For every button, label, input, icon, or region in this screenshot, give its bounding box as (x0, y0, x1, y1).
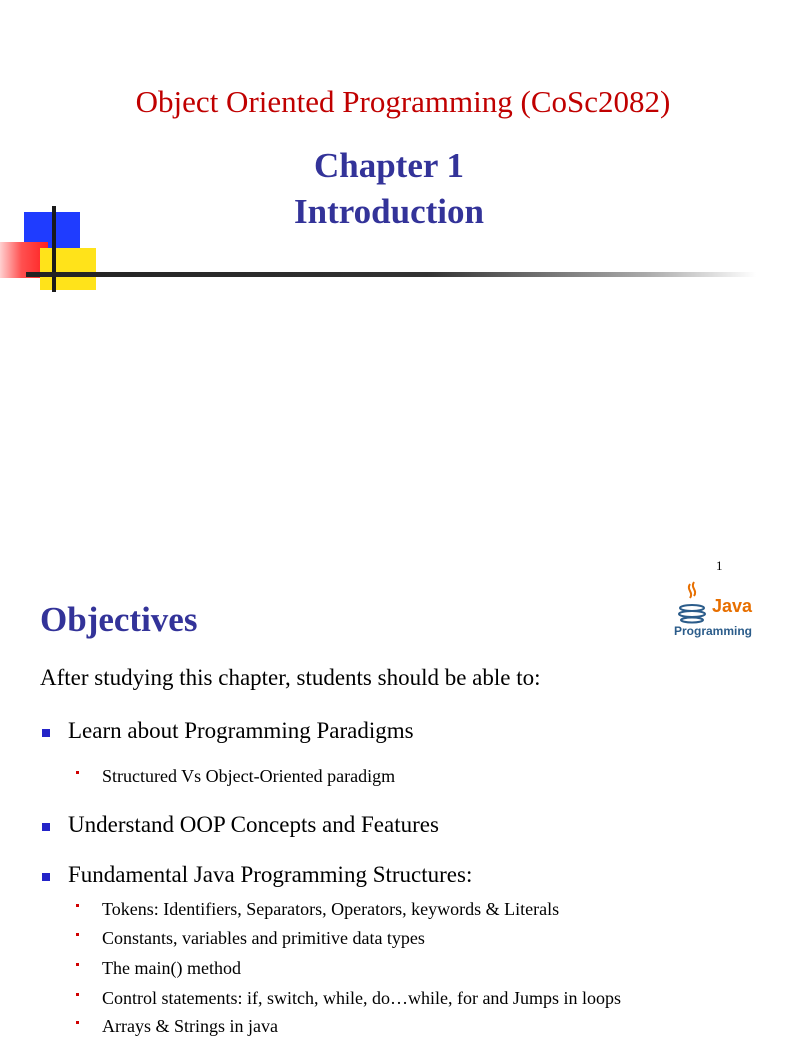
bullet-text: Learn about Programming Paradigms (68, 718, 414, 743)
java-logo-word: Java (712, 596, 753, 616)
page-number: 1 (716, 558, 723, 573)
sub-bullet-text: Structured Vs Object-Oriented paradigm (102, 766, 396, 786)
bullet-text: Fundamental Java Programming Structures: (68, 862, 473, 887)
objectives-slide (0, 580, 768, 1036)
objectives-intro: After studying this chapter, students should be able to: (40, 665, 541, 690)
chapter-title: Chapter 1 (313, 146, 465, 185)
java-logo-sub: Programming (674, 624, 753, 638)
dot-bullet-icon (76, 771, 79, 774)
sub-bullet-text: Control statements: if, switch, while, do…while, for and Jumps in loops (102, 988, 621, 1008)
sub-bullet-text: Arrays & Strings in java (102, 1016, 278, 1036)
square-bullet-icon (42, 873, 50, 881)
square-bullet-icon (42, 729, 50, 737)
dot-bullet-icon (76, 1021, 79, 1024)
bullet-text: Understand OOP Concepts and Features (68, 812, 439, 837)
sub-bullet-text: Constants, variables and primitive data types (102, 928, 425, 948)
dot-bullet-icon (76, 993, 79, 996)
dot-bullet-icon (76, 904, 79, 907)
chapter-subtitle: Introduction (294, 192, 484, 231)
dot-bullet-icon (76, 963, 79, 966)
course-title: Object Oriented Programming (CoSc2082) (135, 84, 671, 119)
sub-bullet-text: Tokens: Identifiers, Separators, Operators, keywords & Literals (102, 899, 560, 919)
dot-bullet-icon (76, 933, 79, 936)
sub-bullet-text: The main() method (102, 958, 241, 978)
horizontal-rule (26, 272, 756, 277)
slide-title: Objectives (40, 600, 198, 639)
yellow-square (40, 248, 96, 290)
square-bullet-icon (42, 823, 50, 831)
